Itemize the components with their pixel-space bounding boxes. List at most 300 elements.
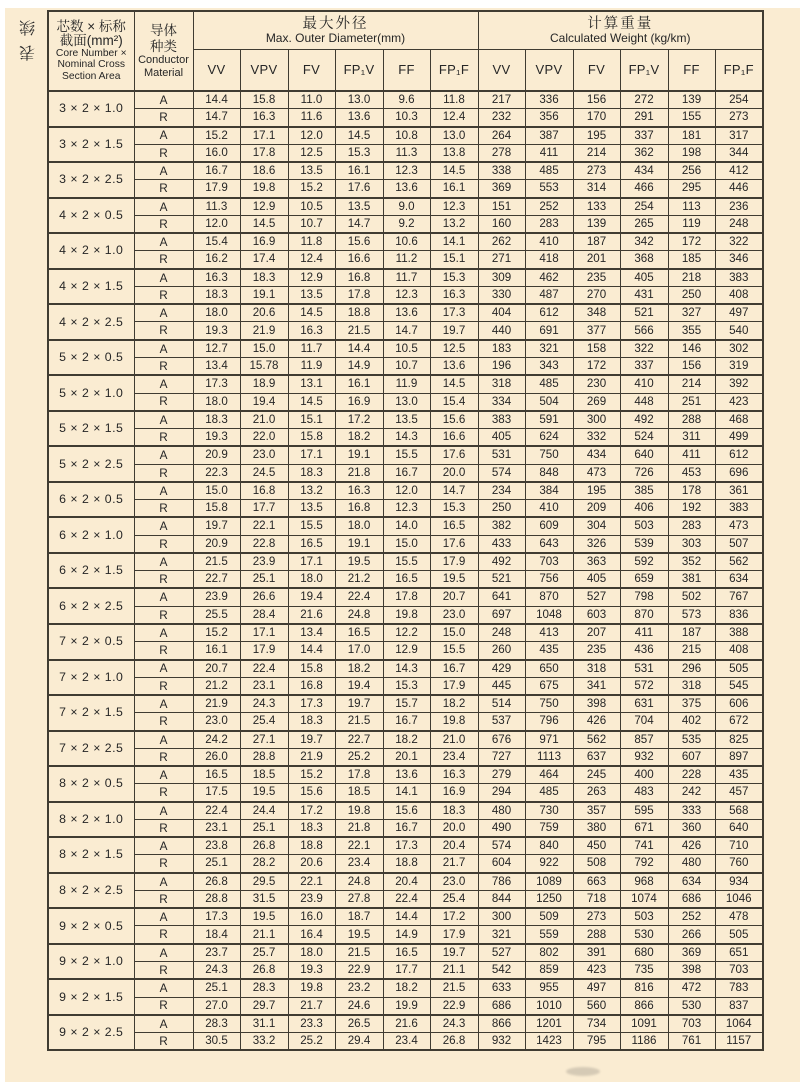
- table-row: [48, 571, 763, 589]
- cell-diameter-VV: 28.8: [193, 890, 240, 908]
- cell-diameter-FP1F: 21.5: [430, 979, 478, 997]
- cell-weight-VV: 334: [478, 393, 525, 411]
- cell-diameter-VPV: 28.2: [240, 855, 288, 873]
- cell-diameter-VPV: 22.4: [240, 660, 288, 678]
- cell-weight-FP1V: 272: [620, 91, 668, 109]
- cell-diameter-FP1V: 18.2: [335, 429, 383, 447]
- cell-weight-FV: 245: [573, 766, 620, 784]
- table-row: [48, 748, 763, 766]
- cell-diameter-FP1V: 27.8: [335, 890, 383, 908]
- cell-weight-FV: 318: [573, 660, 620, 678]
- table-row: [48, 535, 763, 553]
- cell-diameter-VPV: 16.3: [240, 109, 288, 127]
- cell-diameter-VPV: 20.6: [240, 304, 288, 322]
- cell-weight-VV: 151: [478, 198, 525, 216]
- cell-diameter-FF: 22.4: [383, 890, 430, 908]
- cell-weight-VPV: 413: [525, 624, 573, 642]
- cell-diameter-VPV: 24.3: [240, 695, 288, 713]
- cell-weight-FF: 352: [668, 553, 715, 571]
- cell-diameter-VPV: 14.5: [240, 215, 288, 233]
- cell-diameter-FP1V: 13.5: [335, 198, 383, 216]
- cell-diameter-FP1F: 25.4: [430, 890, 478, 908]
- cell-weight-FP1F: 1064: [715, 1015, 763, 1033]
- cell-weight-FP1V: 531: [620, 660, 668, 678]
- cell-weight-FV: 527: [573, 588, 620, 606]
- cell-diameter-FP1F: 14.5: [430, 162, 478, 180]
- cell-diameter-VPV: 18.9: [240, 375, 288, 393]
- cell-diameter-FP1F: 15.5: [430, 642, 478, 660]
- cell-weight-FP1F: 412: [715, 162, 763, 180]
- cell-weight-FP1F: 478: [715, 908, 763, 926]
- cell-diameter-VPV: 17.1: [240, 624, 288, 642]
- cell-weight-FP1F: 651: [715, 944, 763, 962]
- cell-diameter-FV: 15.2: [288, 766, 335, 784]
- cell-diameter-FP1F: 21.1: [430, 962, 478, 980]
- cell-diameter-VV: 15.8: [193, 500, 240, 518]
- cell-weight-FF: 214: [668, 375, 715, 393]
- cell-diameter-FV: 14.4: [288, 642, 335, 660]
- cell-diameter-FP1V: 24.8: [335, 606, 383, 624]
- cell-diameter-FP1V: 18.8: [335, 304, 383, 322]
- cell-diameter-FF: 17.8: [383, 588, 430, 606]
- cell-weight-VPV: 1089: [525, 873, 573, 891]
- cell-weight-FV: 209: [573, 500, 620, 518]
- cell-weight-FP1F: 497: [715, 304, 763, 322]
- cell-weight-VV: 521: [478, 571, 525, 589]
- cell-diameter-FF: 17.7: [383, 962, 430, 980]
- cell-weight-FP1V: 342: [620, 233, 668, 251]
- cell-weight-VV: 542: [478, 962, 525, 980]
- cell-weight-VPV: 1423: [525, 1033, 573, 1051]
- cell-weight-FV: 380: [573, 819, 620, 837]
- cell-weight-FV: 304: [573, 517, 620, 535]
- cell-weight-FP1F: 435: [715, 766, 763, 784]
- cell-diameter-FF: 9.6: [383, 91, 430, 109]
- cell-weight-FP1V: 741: [620, 837, 668, 855]
- cell-core-size: 5 × 2 × 1.0: [48, 375, 134, 411]
- cell-diameter-FF: 21.6: [383, 1015, 430, 1033]
- cell-weight-VV: 309: [478, 269, 525, 287]
- cell-weight-VV: 574: [478, 464, 525, 482]
- table-row: [48, 997, 763, 1015]
- cell-weight-FP1V: 368: [620, 251, 668, 269]
- cell-conductor-material: A: [134, 162, 193, 180]
- cell-diameter-FP1F: 13.6: [430, 357, 478, 375]
- cell-weight-FF: 181: [668, 127, 715, 145]
- cell-diameter-VV: 23.1: [193, 819, 240, 837]
- cell-diameter-VPV: 25.1: [240, 571, 288, 589]
- cell-diameter-FF: 9.2: [383, 215, 430, 233]
- cell-diameter-VPV: 31.5: [240, 890, 288, 908]
- cell-weight-FF: 472: [668, 979, 715, 997]
- cell-weight-FP1V: 436: [620, 642, 668, 660]
- cell-weight-FF: 156: [668, 357, 715, 375]
- core-size-column-header: [48, 11, 134, 91]
- cell-weight-FP1V: 680: [620, 944, 668, 962]
- cell-diameter-VV: 16.0: [193, 144, 240, 162]
- core-size-header-en-line3: Section Area: [62, 70, 121, 82]
- cell-weight-VV: 248: [478, 624, 525, 642]
- cell-diameter-VV: 21.9: [193, 695, 240, 713]
- cell-weight-FV: 230: [573, 375, 620, 393]
- cell-weight-VPV: 356: [525, 109, 573, 127]
- cell-conductor-material: R: [134, 500, 193, 518]
- cell-weight-FV: 391: [573, 944, 620, 962]
- cell-weight-FF: 215: [668, 642, 715, 660]
- cell-diameter-FF: 13.6: [383, 766, 430, 784]
- cell-weight-FP1V: 337: [620, 357, 668, 375]
- cell-weight-VV: 271: [478, 251, 525, 269]
- cell-weight-FV: 270: [573, 286, 620, 304]
- cell-weight-VPV: 485: [525, 162, 573, 180]
- cell-diameter-FV: 21.6: [288, 606, 335, 624]
- cell-diameter-FF: 14.0: [383, 517, 430, 535]
- cell-weight-FP1V: 1091: [620, 1015, 668, 1033]
- cell-weight-FF: 360: [668, 819, 715, 837]
- cell-diameter-VV: 21.2: [193, 677, 240, 695]
- cell-diameter-FV: 19.3: [288, 962, 335, 980]
- table-row: [48, 926, 763, 944]
- cell-diameter-FF: 15.3: [383, 677, 430, 695]
- cell-weight-FF: 535: [668, 731, 715, 749]
- cell-diameter-FP1V: 19.7: [335, 695, 383, 713]
- cell-diameter-VPV: 23.0: [240, 446, 288, 464]
- cell-diameter-FP1V: 16.9: [335, 393, 383, 411]
- conductor-header-zh-line2: 种类: [150, 38, 177, 54]
- cell-weight-FP1V: 503: [620, 517, 668, 535]
- type-code-header-diameter-4: FF: [383, 50, 430, 92]
- cell-diameter-FV: 21.9: [288, 748, 335, 766]
- cell-conductor-material: R: [134, 180, 193, 198]
- cell-diameter-FP1F: 17.9: [430, 926, 478, 944]
- cell-conductor-material: A: [134, 446, 193, 464]
- cell-diameter-VV: 13.4: [193, 357, 240, 375]
- cell-weight-FP1V: 400: [620, 766, 668, 784]
- cell-diameter-VV: 17.3: [193, 375, 240, 393]
- cell-diameter-FV: 14.5: [288, 393, 335, 411]
- cell-diameter-FP1F: 21.7: [430, 855, 478, 873]
- cell-core-size: 6 × 2 × 2.5: [48, 588, 134, 624]
- cell-diameter-FF: 10.7: [383, 357, 430, 375]
- cell-weight-FP1V: 671: [620, 819, 668, 837]
- table-row: [48, 695, 763, 713]
- cell-diameter-FP1F: 11.8: [430, 91, 478, 109]
- table-row: [48, 855, 763, 873]
- cell-weight-VPV: 410: [525, 233, 573, 251]
- cell-weight-FP1V: 857: [620, 731, 668, 749]
- cell-diameter-FV: 21.7: [288, 997, 335, 1015]
- type-code-header-weight-0: VV: [478, 50, 525, 92]
- cell-diameter-FP1F: 17.6: [430, 446, 478, 464]
- cell-weight-FP1F: 322: [715, 233, 763, 251]
- cell-weight-VPV: 750: [525, 446, 573, 464]
- cell-diameter-FV: 23.3: [288, 1015, 335, 1033]
- cell-weight-FF: 185: [668, 251, 715, 269]
- cell-weight-FP1V: 659: [620, 571, 668, 589]
- diameter-header-en: Max. Outer Diameter(mm): [265, 30, 406, 45]
- cell-diameter-FP1F: 16.6: [430, 429, 478, 447]
- cell-diameter-FV: 15.6: [288, 784, 335, 802]
- cell-diameter-FF: 14.7: [383, 322, 430, 340]
- cell-conductor-material: R: [134, 748, 193, 766]
- cell-weight-FP1F: 767: [715, 588, 763, 606]
- cell-conductor-material: R: [134, 215, 193, 233]
- cell-weight-FP1F: 760: [715, 855, 763, 873]
- cell-weight-FP1V: 291: [620, 109, 668, 127]
- cell-core-size: 7 × 2 × 0.5: [48, 624, 134, 660]
- cell-weight-VV: 250: [478, 500, 525, 518]
- cell-conductor-material: R: [134, 997, 193, 1015]
- cell-weight-FV: 235: [573, 269, 620, 287]
- cell-conductor-material: R: [134, 393, 193, 411]
- cell-diameter-FP1V: 16.1: [335, 375, 383, 393]
- cell-conductor-material: A: [134, 979, 193, 997]
- cell-diameter-FV: 18.3: [288, 713, 335, 731]
- cell-weight-VPV: 756: [525, 571, 573, 589]
- cell-conductor-material: A: [134, 873, 193, 891]
- type-code-header-diameter-1: VPV: [240, 50, 288, 92]
- cell-diameter-VPV: 19.5: [240, 908, 288, 926]
- cell-weight-VV: 527: [478, 944, 525, 962]
- cell-diameter-FP1V: 22.9: [335, 962, 383, 980]
- cell-weight-FP1V: 466: [620, 180, 668, 198]
- cell-weight-FF: 703: [668, 1015, 715, 1033]
- cell-weight-FF: 426: [668, 837, 715, 855]
- cell-weight-FV: 663: [573, 873, 620, 891]
- cell-conductor-material: A: [134, 127, 193, 145]
- cell-weight-VPV: 418: [525, 251, 573, 269]
- cell-weight-FP1F: 825: [715, 731, 763, 749]
- table-row: [48, 606, 763, 624]
- cell-diameter-VPV: 23.9: [240, 553, 288, 571]
- cell-diameter-VPV: 26.8: [240, 962, 288, 980]
- cell-weight-VV: 279: [478, 766, 525, 784]
- table-row: [48, 215, 763, 233]
- cell-diameter-FP1F: 22.9: [430, 997, 478, 1015]
- cell-core-size: 3 × 2 × 1.0: [48, 91, 134, 127]
- cell-diameter-FP1F: 20.0: [430, 464, 478, 482]
- cell-diameter-VPV: 18.5: [240, 766, 288, 784]
- cell-weight-FF: 187: [668, 624, 715, 642]
- cell-weight-VV: 369: [478, 180, 525, 198]
- table-row: [48, 180, 763, 198]
- cell-weight-FV: 637: [573, 748, 620, 766]
- cell-diameter-FP1V: 22.4: [335, 588, 383, 606]
- cell-diameter-FP1V: 18.5: [335, 784, 383, 802]
- cell-weight-FF: 303: [668, 535, 715, 553]
- core-size-header-en-line1: Core Number ×: [55, 47, 127, 59]
- cell-diameter-FF: 13.6: [383, 304, 430, 322]
- cell-conductor-material: A: [134, 1015, 193, 1033]
- cell-weight-VV: 183: [478, 340, 525, 358]
- cell-conductor-material: A: [134, 731, 193, 749]
- cell-weight-FP1V: 385: [620, 482, 668, 500]
- cell-weight-FF: 761: [668, 1033, 715, 1051]
- cell-diameter-FP1F: 19.7: [430, 322, 478, 340]
- cell-diameter-FP1V: 18.0: [335, 517, 383, 535]
- cell-weight-VPV: 553: [525, 180, 573, 198]
- cell-diameter-VPV: 26.8: [240, 837, 288, 855]
- cell-diameter-FP1F: 13.8: [430, 144, 478, 162]
- cell-core-size: 3 × 2 × 2.5: [48, 162, 134, 198]
- cell-diameter-VV: 16.5: [193, 766, 240, 784]
- cell-weight-VPV: 796: [525, 713, 573, 731]
- cell-weight-VPV: 802: [525, 944, 573, 962]
- margin-label-char: 表: [19, 43, 36, 60]
- cell-weight-FV: 288: [573, 926, 620, 944]
- cell-diameter-FF: 20.1: [383, 748, 430, 766]
- table-row: [48, 890, 763, 908]
- type-code-header-diameter-5: FP₁F: [430, 50, 478, 92]
- cell-diameter-FV: 18.3: [288, 464, 335, 482]
- cell-weight-VV: 492: [478, 553, 525, 571]
- table-row: [48, 357, 763, 375]
- cell-weight-VV: 686: [478, 997, 525, 1015]
- table-row: [48, 198, 763, 216]
- cell-diameter-VPV: 25.1: [240, 819, 288, 837]
- cell-weight-FV: 348: [573, 304, 620, 322]
- cell-diameter-FP1V: 17.8: [335, 286, 383, 304]
- cell-weight-VV: 318: [478, 375, 525, 393]
- cell-conductor-material: R: [134, 322, 193, 340]
- cell-conductor-material: R: [134, 1033, 193, 1051]
- cell-core-size: 8 × 2 × 1.5: [48, 837, 134, 873]
- cell-diameter-FP1V: 18.7: [335, 908, 383, 926]
- cell-diameter-VPV: 24.4: [240, 802, 288, 820]
- cell-diameter-VV: 18.0: [193, 304, 240, 322]
- cell-diameter-FP1F: 12.4: [430, 109, 478, 127]
- cell-weight-FP1F: 672: [715, 713, 763, 731]
- cell-diameter-FP1F: 16.3: [430, 286, 478, 304]
- cell-conductor-material: A: [134, 553, 193, 571]
- cell-weight-FF: 355: [668, 322, 715, 340]
- cell-diameter-FV: 12.5: [288, 144, 335, 162]
- cell-conductor-material: R: [134, 286, 193, 304]
- cell-diameter-FF: 18.2: [383, 731, 430, 749]
- cell-diameter-VPV: 31.1: [240, 1015, 288, 1033]
- core-size-header-zh-line2: 截面(mm²): [59, 32, 123, 48]
- cell-conductor-material: A: [134, 802, 193, 820]
- cell-diameter-FP1F: 12.3: [430, 198, 478, 216]
- cell-diameter-FP1F: 21.0: [430, 731, 478, 749]
- cell-diameter-VV: 23.0: [193, 713, 240, 731]
- cell-diameter-FF: 14.4: [383, 908, 430, 926]
- cell-diameter-VV: 16.1: [193, 642, 240, 660]
- cell-diameter-FV: 13.5: [288, 286, 335, 304]
- cell-diameter-FV: 23.9: [288, 890, 335, 908]
- cell-diameter-FF: 10.3: [383, 109, 430, 127]
- cell-diameter-FP1F: 15.3: [430, 500, 478, 518]
- type-code-header-weight-1: VPV: [525, 50, 573, 92]
- cell-diameter-FF: 15.5: [383, 553, 430, 571]
- cell-weight-VPV: 848: [525, 464, 573, 482]
- cell-weight-FP1V: 816: [620, 979, 668, 997]
- cell-weight-FP1V: 362: [620, 144, 668, 162]
- cell-diameter-FP1F: 14.7: [430, 482, 478, 500]
- cell-diameter-VPV: 17.8: [240, 144, 288, 162]
- cell-diameter-VPV: 33.2: [240, 1033, 288, 1051]
- cell-diameter-FV: 16.8: [288, 677, 335, 695]
- cell-weight-FP1F: 703: [715, 962, 763, 980]
- cell-diameter-VV: 16.2: [193, 251, 240, 269]
- cell-weight-FV: 207: [573, 624, 620, 642]
- cell-weight-FP1V: 483: [620, 784, 668, 802]
- cell-weight-VPV: 1010: [525, 997, 573, 1015]
- core-size-header-en-line2: Nominal Cross: [57, 59, 126, 71]
- cell-diameter-FP1V: 16.6: [335, 251, 383, 269]
- cell-diameter-VPV: 16.8: [240, 482, 288, 500]
- cell-diameter-FV: 14.5: [288, 304, 335, 322]
- cell-weight-FF: 381: [668, 571, 715, 589]
- cell-weight-FP1F: 783: [715, 979, 763, 997]
- cell-diameter-FF: 11.7: [383, 269, 430, 287]
- table-row: [48, 660, 763, 678]
- cell-diameter-FV: 19.7: [288, 731, 335, 749]
- table-row: [48, 553, 763, 571]
- cell-weight-FV: 562: [573, 731, 620, 749]
- cell-weight-FP1F: 612: [715, 446, 763, 464]
- cell-conductor-material: R: [134, 535, 193, 553]
- cell-diameter-VV: 27.0: [193, 997, 240, 1015]
- cell-weight-FP1F: 934: [715, 873, 763, 891]
- table-row: [48, 233, 763, 251]
- cell-weight-FV: 426: [573, 713, 620, 731]
- cell-weight-FP1V: 968: [620, 873, 668, 891]
- cell-diameter-VPV: 23.1: [240, 677, 288, 695]
- cell-weight-FV: 214: [573, 144, 620, 162]
- cell-diameter-FP1V: 19.1: [335, 535, 383, 553]
- cell-weight-FF: 375: [668, 695, 715, 713]
- cell-diameter-FF: 15.0: [383, 535, 430, 553]
- cell-diameter-VV: 22.4: [193, 802, 240, 820]
- cell-diameter-FF: 11.2: [383, 251, 430, 269]
- cell-weight-VV: 232: [478, 109, 525, 127]
- cell-weight-FF: 252: [668, 908, 715, 926]
- cell-diameter-FP1V: 24.6: [335, 997, 383, 1015]
- table-row: [48, 393, 763, 411]
- cell-weight-FP1F: 710: [715, 837, 763, 855]
- table-row: [48, 731, 763, 749]
- cell-diameter-FV: 11.9: [288, 357, 335, 375]
- cell-diameter-FP1F: 16.5: [430, 517, 478, 535]
- cell-diameter-FP1V: 19.8: [335, 802, 383, 820]
- cell-diameter-VV: 22.7: [193, 571, 240, 589]
- cell-weight-FV: 273: [573, 162, 620, 180]
- cell-weight-VV: 404: [478, 304, 525, 322]
- cell-weight-FP1V: 735: [620, 962, 668, 980]
- cell-diameter-FF: 12.9: [383, 642, 430, 660]
- cell-diameter-FP1V: 22.1: [335, 837, 383, 855]
- cell-conductor-material: R: [134, 571, 193, 589]
- table-row: [48, 162, 763, 180]
- cell-weight-FP1V: 337: [620, 127, 668, 145]
- cell-diameter-VPV: 19.8: [240, 180, 288, 198]
- cell-diameter-FF: 16.7: [383, 464, 430, 482]
- cell-weight-FP1F: 606: [715, 695, 763, 713]
- table-row: [48, 109, 763, 127]
- cell-diameter-FF: 17.3: [383, 837, 430, 855]
- cell-diameter-VV: 18.0: [193, 393, 240, 411]
- cell-weight-FF: 251: [668, 393, 715, 411]
- cell-weight-FP1V: 411: [620, 624, 668, 642]
- cell-conductor-material: A: [134, 588, 193, 606]
- cell-diameter-FP1V: 16.8: [335, 500, 383, 518]
- cell-weight-FP1F: 346: [715, 251, 763, 269]
- cell-weight-VPV: 759: [525, 819, 573, 837]
- cell-weight-FP1F: 540: [715, 322, 763, 340]
- table-row: [48, 375, 763, 393]
- cell-diameter-VV: 18.4: [193, 926, 240, 944]
